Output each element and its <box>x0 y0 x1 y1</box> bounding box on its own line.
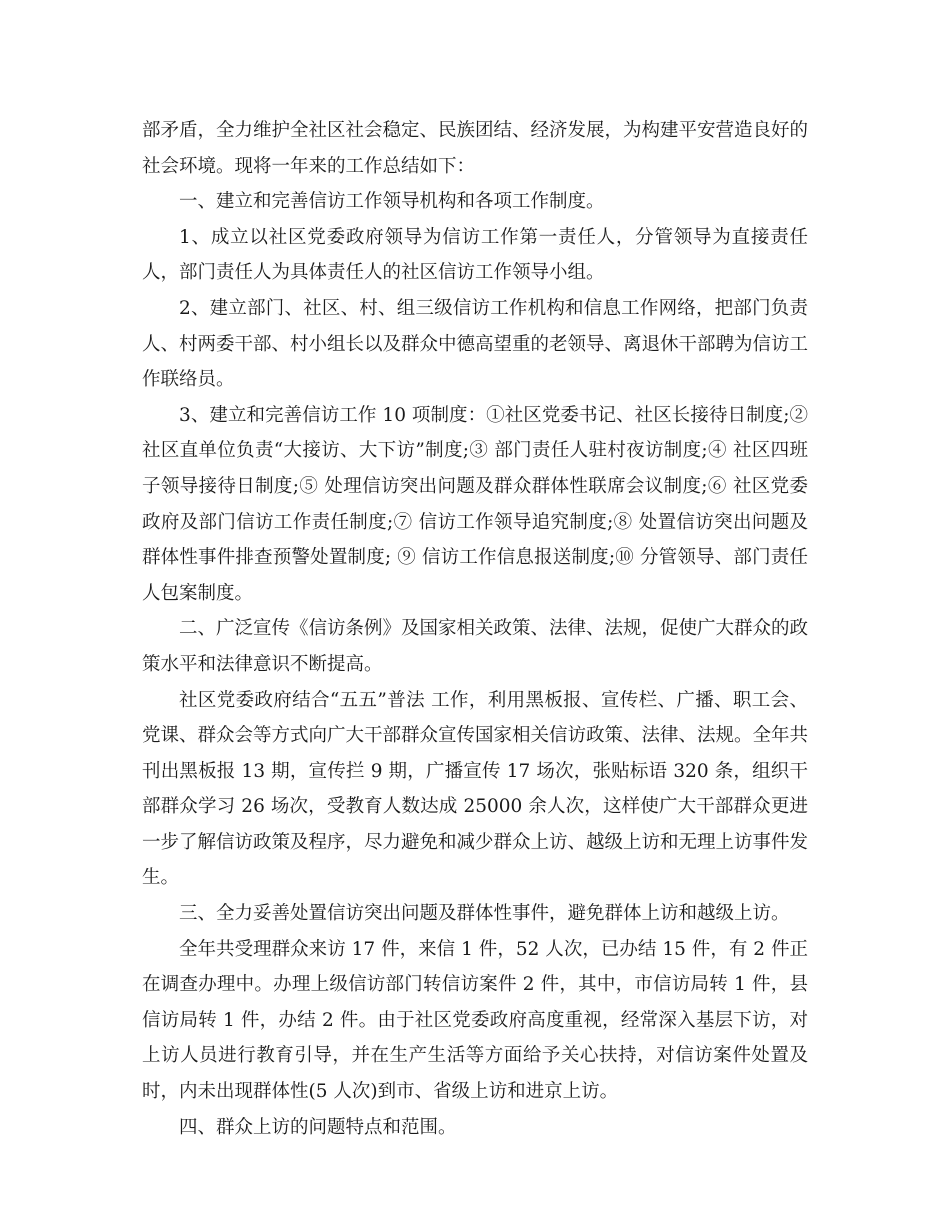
paragraph: 1、成立以社区党委政府领导为信访工作第一责任人，分管领导为直接责任人，部门责任人为具体责任人的社区信访工作领导小组。 <box>142 226 808 284</box>
section-heading: 一、建立和完善信访工作领导机构和各项工作制度。 <box>179 191 605 213</box>
section-heading: 三、全力妥善处置信访突出问题及群体性事件，避免群体上访和越级上访。 <box>179 903 790 925</box>
paragraph: 全年共受理群众来访 17 件，来信 1 件，52 人次，已办结 15 件，有 2 件正在调查办理中。办理上级信访部门转信访案件 2 件，其中，市信访局转 1 件，县信访局转 1 件，办结 2 件。由于社区党委政府高度重视，经常深入基层下访，对上访人员进行教育引导，并在生产生活等方面给予关心扶持，对信访案件处置及时，内未出现群体性(5 人次)到市、省级上访和进京上访。 <box>142 938 808 1103</box>
paragraph: 2、建立部门、社区、村、组三级信访工作机构和信息工作网络，把部门负责人、村两委干部、村小组长以及群众中德高望重的老领导、离退休干部聘为信访工作联络员。 <box>142 297 809 391</box>
paragraph: 部矛盾，全力维护全社区社会稳定、民族团结、经济发展，为构建平安营造良好的社会环境。现将一年来的工作总结如下： <box>142 120 809 177</box>
document-body <box>142 113 808 1145</box>
section-heading: 四、群众上访的问题特点和范围。 <box>179 1116 457 1138</box>
paragraph: 社区党委政府结合“五五”普法 工作，利用黑板报、宣传栏、广播、职工会、党课、群众会等方式向广大干部群众宣传国家相关信访政策、法律、法规。全年共刊出黑板报 13 期，宣传拦 9 期，广播宣传 17 场次，张贴标语 320 条，组织干部群众学习 26 场次，受教育人数达成 25000 余人次，这样使广大干部群众更进一步了解信访政策及程序，尽力避免和减少群众上访、越级上访和无理上访事件发生。 <box>142 689 809 889</box>
section-heading: 二、广泛宣传《信访条例》及国家相关政策、法律、法规，促使广大群众的政策水平和法律意识不断提高。 <box>142 618 809 675</box>
paragraph: 3、建立和完善信访工作 10 项制度：①社区党委书记、社区长接待日制度;②社区直单位负责“大接访、大下访”制度;③ 部门责任人驻村夜访制度;④ 社区四班子领导接待日制度;⑤ 处理信访突出问题及群众群体性联席会议制度;⑥ 社区党委政府及部门信访工作责任制度;⑦ 信访工作领导追究制度;⑧ 处置信访突出问题及群体性事件排查预警处置制度; ⑨ 信访工作信息报送制度;⑩ 分管领导、部门责任人包案制度。 <box>142 404 808 604</box>
